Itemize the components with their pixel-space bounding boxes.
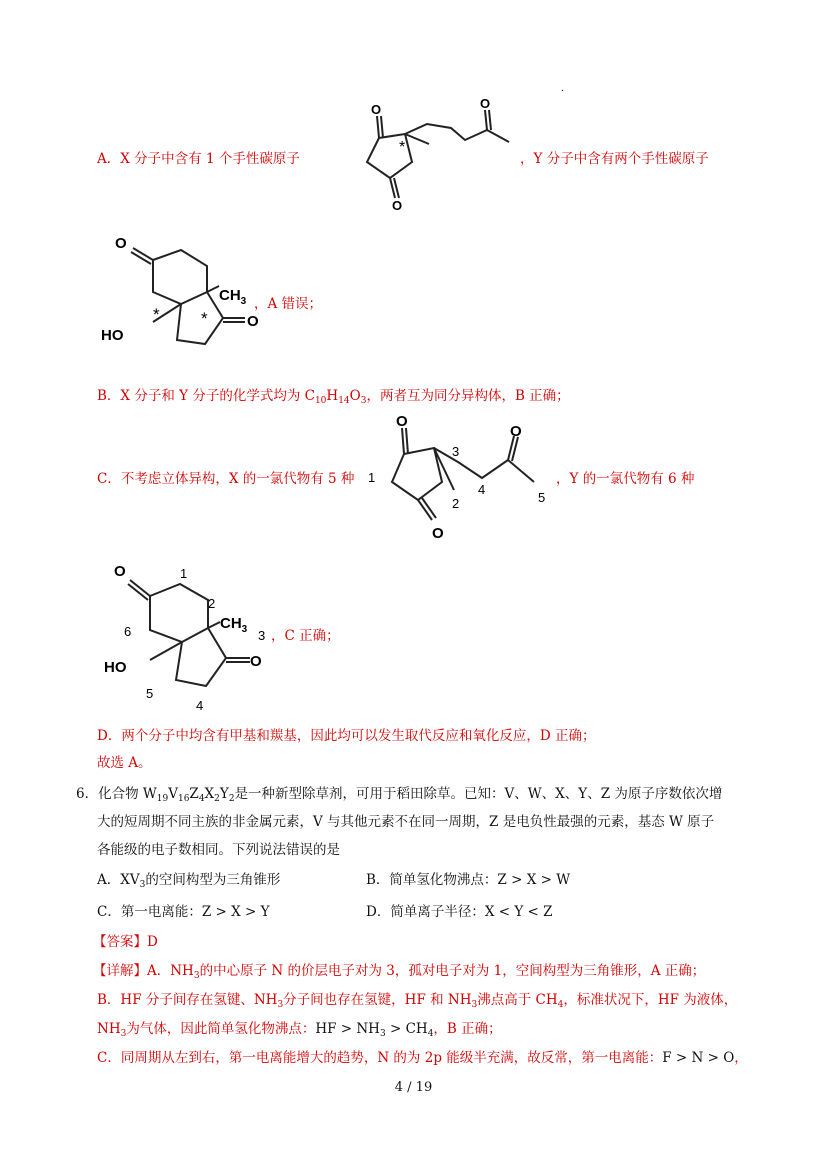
molecule-y-structure [97,226,267,370]
q6-opt-a-label: A．XV [97,872,140,888]
detail-b2-sub3: 4 [427,1029,434,1039]
option-a-line [97,149,300,169]
q6-l2: 大的短周期不同主族的非金属元素，V 与其他元素不在同一周期，Z 是电负性最强的元素，基态 W 原子 [97,814,715,830]
q6-opt-d-label: D．简单离子半径： [366,904,485,920]
detail-b2-end: ，B 正确； [433,1021,502,1037]
x-chiral-star: * [399,139,406,156]
x-oxygen-ketone: O [480,98,491,111]
formula-sub-3: 3 [360,396,367,406]
detail-a: A．NH [147,963,194,979]
q6-opt-a-rest: 的空间构型为三角锥形 [145,872,281,888]
yn-num-5: 5 [146,686,154,701]
xn-oxygen-bottom: O [432,525,444,542]
xn-num-2: 2 [452,496,460,511]
yn-num-6: 6 [124,624,132,639]
page-number: 4 / 19 [394,1080,433,1095]
detail-c-line [97,1048,748,1068]
answer-value: D [147,934,158,950]
q6-l1b: 是一种新型除草剂，可用于稻田除草。已知：V、W、X、Y、Z 为原子序数依次增 [234,786,723,802]
molecule-x-numbered [366,406,556,550]
conclusion-text: 故选 A。 [97,755,152,771]
q6-sub-w: 19 [156,794,169,804]
q6-line-3 [97,840,340,860]
q6-line-1 [76,784,722,809]
q6-l1a: 化合物 W [98,786,157,802]
conclusion-line [97,753,152,773]
option-a-end [254,294,322,314]
option-a-suffix-line [520,149,709,169]
detail-b1-sub3: 4 [557,1000,564,1010]
y-ch3-label: $CH_3$ [219,287,247,307]
molecule-y-numbered [100,556,290,720]
detail-c-math: F > N > O [662,1050,735,1066]
detail-b-line-2 [97,1019,502,1044]
yn-num-2: 2 [208,596,216,611]
q6-z: Z [189,786,199,802]
formula-sub-14: 14 [338,396,350,406]
q6-opt-b-math: Z > X > W [497,872,571,888]
q6-sub-z: 4 [198,794,205,804]
xn-num-5: 5 [538,490,546,505]
q6-option-b [366,870,570,890]
q6-option-c [97,902,270,922]
y-ho-label: HO [101,327,124,344]
option-a-suffix: ，Y 分子中含有两个手性碳原子 [520,151,709,167]
y-chiral-star-1: * [153,305,160,324]
q6-opt-c-math: Z > X > Y [201,904,270,920]
yn-num-1: 1 [180,566,188,581]
detail-b-line-1 [97,990,737,1015]
detail-b1-end: ，标准状况下，HF 为液体， [563,992,738,1008]
q6-opt-a-sub: 3 [139,880,146,890]
option-b-rest: ，两者互为同分异构体，B 正确； [366,388,570,404]
option-c-suffix-line [556,469,694,489]
xn-num-4: 4 [478,482,486,497]
detail-b2-mid: 为气体，因此简单氢化物沸点： [126,1021,316,1037]
detail-b1-rest: 沸点高于 CH [477,992,558,1008]
y-chiral-star-2: * [201,309,208,328]
q6-x: X [204,786,215,802]
q6-opt-d-math: X < Y < Z [484,904,553,920]
option-a-text: A．X 分子中含有 1 个手性碳原子 [97,151,300,167]
option-b-text: B．X 分子和 Y 分子的化学式均为 C [97,388,315,404]
q6-v: V [168,786,178,802]
formula-o: O [349,388,361,404]
xn-num-1: 1 [368,470,376,485]
option-a-end-text: ，A 错误； [254,296,323,312]
detail-b2a: NH [97,1021,121,1037]
yn-num-4: 4 [196,698,204,713]
q6-line-2 [97,812,714,832]
option-c-suffix: ，Y 的一氯代物有 6 种 [556,471,695,487]
yn-oxygen-right: O [250,653,262,670]
detail-c-end: ， [734,1050,748,1066]
xn-oxygen-ketone: O [510,423,522,440]
q6-number: 6． [76,786,99,802]
option-d-text: D．两个分子中均含有甲基和羰基，因此均可以发生取代反应和氧化反应，D 正确； [97,728,596,744]
top-dot: · [561,86,565,97]
formula-sub-10: 10 [314,396,327,406]
q6-sub-v: 16 [177,794,190,804]
answer-line [93,932,158,952]
x-oxygen-bottom: O [392,198,403,213]
detail-b2-sub1: 3 [120,1029,127,1039]
y-oxygen-top: O [115,235,127,252]
q6-option-a [97,870,280,895]
q6-l3: 各能级的电子数相同。下列说法错误的是 [97,842,340,858]
detail-label: 【详解】 [93,963,147,979]
q6-sub-x: 2 [214,794,220,804]
option-c-text: C．不考虑立体异构，X 的一氯代物有 5 种 [97,471,355,487]
option-c-line [97,469,354,489]
q6-sub-y: 2 [228,794,235,804]
y-oxygen-right: O [247,313,259,330]
q6-option-d [366,902,553,922]
molecule-x-structure [355,98,515,222]
detail-a-sub: 3 [193,971,200,981]
detail-b1-sub1: 3 [277,1000,284,1010]
yn-num-3: 3 [258,628,266,643]
option-c-end-text: ，C 正确； [271,628,340,644]
detail-b2-sub2: 3 [379,1029,386,1039]
answer-label: 【答案】 [93,934,147,950]
yn-ho-label: HO [104,659,127,676]
yn-oxygen-top: O [114,563,126,580]
option-d-line [97,726,595,746]
formula-h: H [326,388,339,404]
q6-opt-c-label: C．第一电离能： [97,904,202,920]
q6-opt-b-label: B．简单氢化物沸点： [366,872,498,888]
x-oxygen-top: O [371,102,382,117]
detail-c: C．同周期从左到右，第一电离能增大的趋势，N 的为 2p 能级半充满，故反常，第一电离能： [97,1050,663,1066]
detail-b2-math2: > CH [385,1021,428,1037]
q6-y: Y [219,786,229,802]
xn-num-3: 3 [452,444,460,459]
detail-b1: B．HF 分子间存在氢键、NH [97,992,278,1008]
detail-a-rest: 的中心原子 N 的价层电子对为 3，孤对电子对为 1，空间构型为三角锥形，A 正确； [199,963,706,979]
detail-b2-math: HF > NH [315,1021,380,1037]
detail-b1-mid: 分子间也存在氢键，HF 和 NH [283,992,472,1008]
yn-ch3-label: $CH_3$ [220,615,248,635]
detail-b1-sub2: 3 [471,1000,478,1010]
detail-a-line [93,961,705,986]
xn-oxygen-top: O [396,413,408,430]
option-c-end [271,626,340,646]
